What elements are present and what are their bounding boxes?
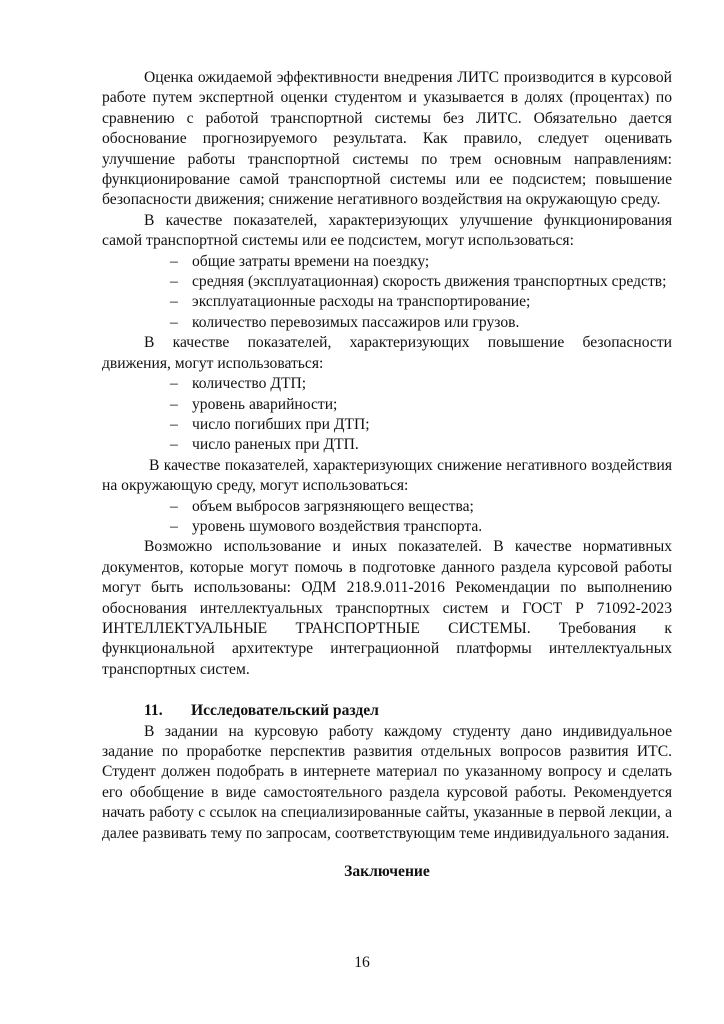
paragraph-normative-documents: Возможно использование и иных показателей. В качестве нормативных документов, которые могут помочь в подготовке данного раздела курсовой работы могут быть использованы: ОДМ 218.9.011-2016 Рекомендации по выполнению обоснования интеллектуальных транспортных систем и ГОСТ Р 71092-2023 ИНТЕЛЛЕКТУАЛЬНЫЕ ТРАНСПОРТНЫЕ СИСТЕМЫ. Требования к функциональной архитектуре интеграционной платформы интеллектуальных транспортных систем. [102,538,672,678]
paragraph-functioning-indicators: В качестве показателей, характеризующих улучшение функционирования самой транспортной системы или ее подсистем, могут использоваться: [102,211,672,250]
list-environment-indicators [102,497,672,538]
list-safety-indicators [102,374,672,456]
list-item: – уровень аварийности; [170,395,338,413]
list-item: – общие затраты времени на поездку; [170,252,430,270]
section-heading [102,701,672,721]
conclusion-heading: Заключение [344,863,430,881]
page-number: 16 [354,954,370,971]
paragraph-efficiency-assessment: Оценка ожидаемой эффективности внедрения ЛИТС производится в курсовой работе путем экспертной оценки студентом и указывается в долях (процентах) по сравнению с работой транспортной системы без ЛИТС. Обязательно дается обоснование прогнозируемого результата. Как правило, следует оценивать улучшение работы транспортной системы по трем основным направлениям: функционирование самой транспортной системы или ее подсистем; повышение безопасности движения; снижение негативного воздействия на окружающую среду. [102,69,672,209]
list-item: – число погибших при ДТП; [170,415,370,433]
list-item: – объем выбросов загрязняющего вещества; [170,497,474,515]
list-item: – эксплуатационные расходы на транспортирование; [170,293,531,311]
section-title: Исследовательский раздел [191,702,379,720]
page-content [102,68,672,882]
section-number: 11. [144,702,163,720]
list-item: – уровень шумового воздействия транспорта. [170,517,483,535]
paragraph-safety-indicators: В качестве показателей, характеризующих повышение безопасности движения, могут использоваться: [102,334,672,372]
list-item: – количество перевозимых пассажиров или грузов. [170,313,520,331]
paragraph-environment-indicators: В качестве показателей, характеризующих снижение негативного воздействия на окружающую среду, могут использоваться: [102,456,672,495]
list-item: – число раненых при ДТП. [170,436,359,454]
list-item: – количество ДТП; [170,375,307,393]
paragraph-research-task: В задании на курсовую работу каждому студенту дано индивидуальное задание по проработке перспектив развития отдельных вопросов развития ИТС. Студент должен подобрать в интернете материал по указанному вопросу и сделать его обобщение в виде самостоятельного раздела курсовой работы. Рекомендуется начать работу с ссылок на специализированные сайты, указанные в первой лекции, а далее развивать тему по запросам, соответствующим теме индивидуального задания. [102,722,672,842]
list-functioning-indicators [102,252,672,334]
list-item: – средняя (эксплуатационная) скорость движения транспортных средств; [170,273,667,291]
